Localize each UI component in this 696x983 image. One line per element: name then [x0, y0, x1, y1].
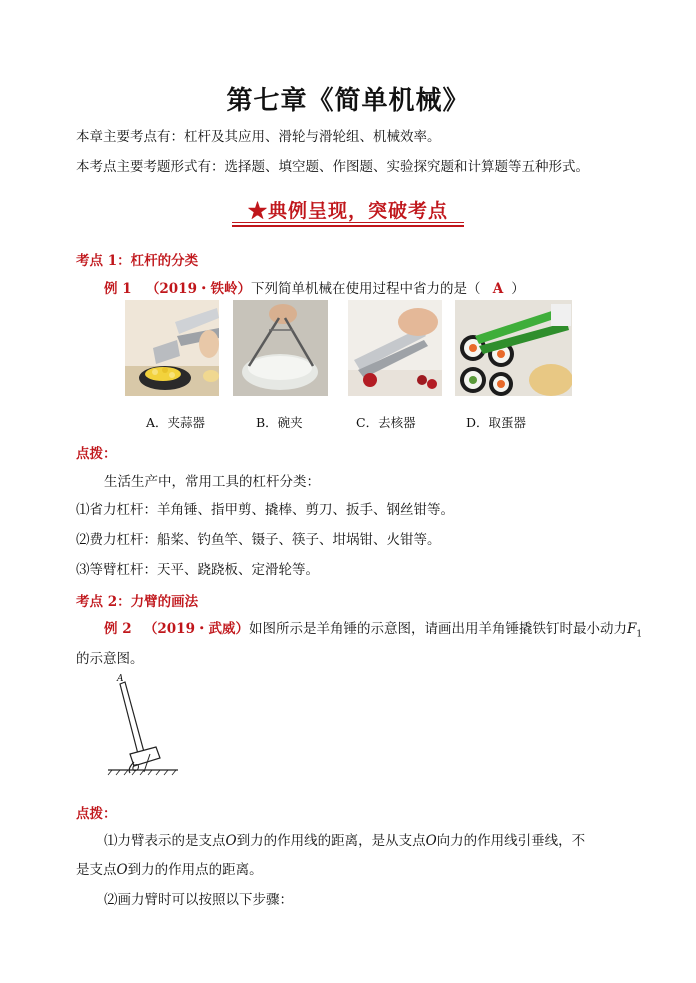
section-heading-text: ★典例呈现，突破考点: [247, 200, 448, 222]
tips-1-item-1: ⑴省力杠杆：羊角锤、指甲剪、撬棒、剪刀、扳手、钢丝钳等。: [76, 502, 454, 518]
photo-pitter: [348, 300, 442, 396]
tip-2-1-part-d: 是支点: [76, 862, 117, 878]
tip-2-1-part-b: 到力的作用线的距离，是从支点: [236, 833, 426, 849]
photo-garlic-press: [125, 300, 219, 396]
tips-2-item-2: ⑵画力臂时可以按照以下步骤：: [104, 892, 293, 908]
intro-line-2: 本考点主要考题形式有：选择题、填空题、作图题、实验探究题和计算题等五种形式。: [76, 159, 589, 175]
option-c: C．去核器: [356, 415, 416, 430]
tip-2-1-part-e: 到力的作用点的距离。: [127, 862, 263, 878]
tips-2-label: 点拨：: [76, 806, 117, 822]
tips-1-item-2: ⑵费力杠杆：船桨、钓鱼竿、镊子、筷子、坩埚钳、火钳等。: [76, 532, 441, 548]
example-1-label: 例 1: [104, 281, 132, 297]
intro-line-1: 本章主要考点有：杠杆及其应用、滑轮与滑轮组、机械效率。: [76, 129, 441, 145]
example-2-question-end: 的示意图。: [76, 651, 144, 667]
claw-hammer-diagram: [104, 674, 184, 780]
diagram-label-a: A: [117, 674, 124, 684]
tips-1-item-3: ⑶等臂杠杆：天平、跷跷板、定滑轮等。: [76, 562, 319, 578]
pivot-o-2: O: [425, 833, 437, 849]
force-symbol: F: [626, 621, 637, 637]
example-1: [104, 280, 525, 298]
photo-bowl-clamp: [233, 300, 328, 396]
page-title: 第七章《简单机械》: [226, 86, 470, 116]
example-1-question-end: ）: [511, 281, 525, 297]
option-a: A．夹蒜器: [146, 415, 206, 430]
example-2-source: （2019・武威）: [143, 621, 249, 637]
topic-2-heading: 考点 2：力臂的画法: [76, 594, 199, 610]
topic-1-heading: 考点 1：杠杆的分类: [76, 253, 199, 269]
example-2: [104, 620, 642, 644]
example-2-label: 例 2: [104, 621, 132, 637]
pivot-o-1: O: [225, 833, 237, 849]
tips-1-intro: 生活生产中，常用工具的杠杆分类：: [104, 474, 320, 490]
example-2-question: 如图所示是羊角锤的示意图，请画出用羊角锤撬铁钉时最小动力: [248, 621, 627, 637]
section-underline-thin: [232, 222, 464, 223]
force-subscript: 1: [636, 629, 643, 640]
option-d: D．取蛋器: [466, 415, 527, 430]
example-1-source: （2019・铁岭）: [145, 281, 251, 297]
tip-2-1-part-a: ⑴力臂表示的是支点: [104, 833, 226, 849]
tips-1-label: 点拨：: [76, 446, 117, 462]
tip-2-1-part-c: 向力的作用线引垂线，不: [436, 833, 586, 849]
diagram-label-o: O: [132, 764, 140, 774]
section-heading: [0, 196, 696, 223]
tips-2-item-1: [104, 832, 585, 850]
example-1-answer: A: [492, 281, 504, 297]
section-underline-thick: [232, 225, 464, 227]
example-1-question: 下列简单机械在使用过程中省力的是（: [250, 281, 481, 297]
photo-egg-picker: [455, 300, 572, 396]
pivot-o-3: O: [116, 862, 128, 878]
option-b: B．碗夹: [256, 415, 303, 430]
tips-2-item-1-cont: [76, 861, 263, 879]
